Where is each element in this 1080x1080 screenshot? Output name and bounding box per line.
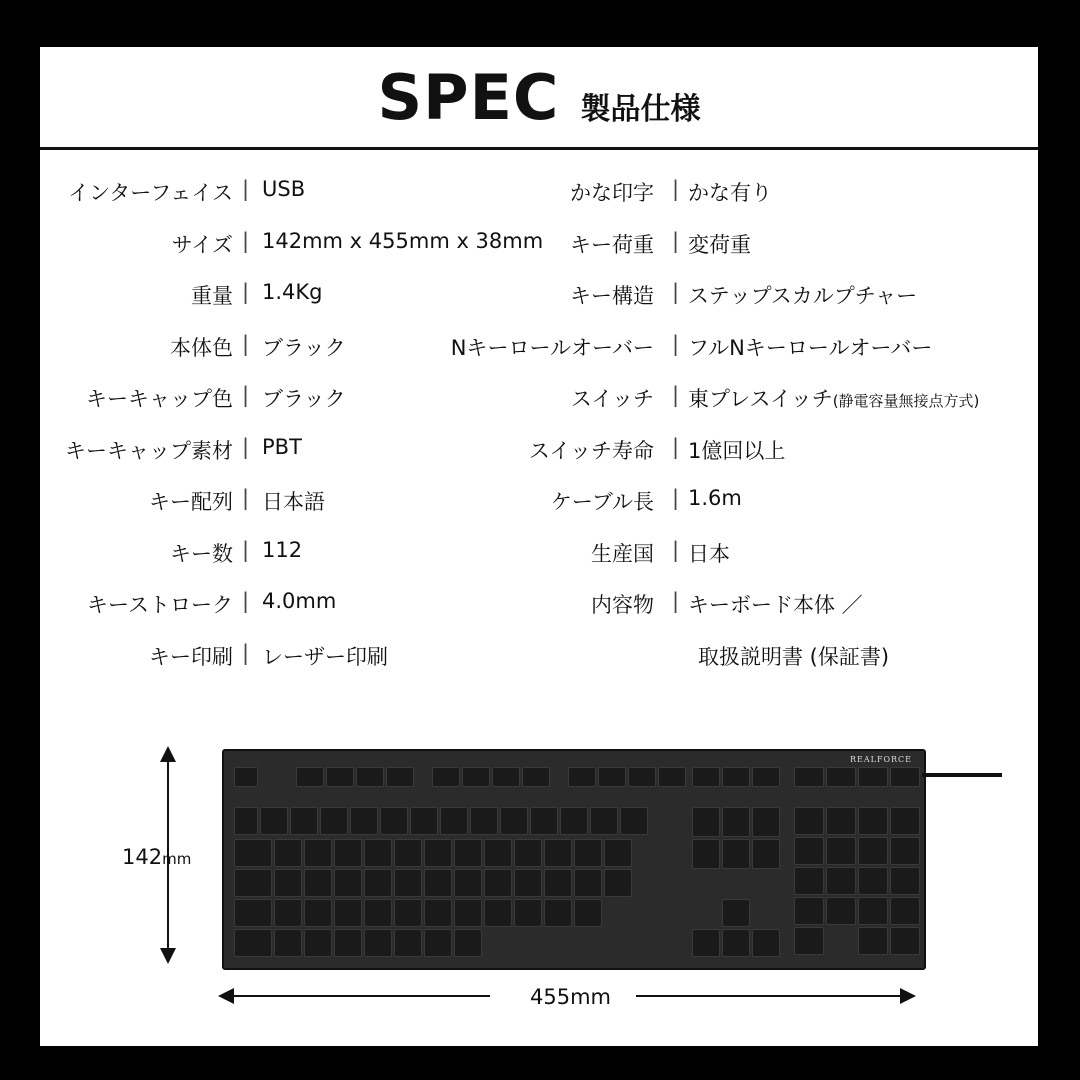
right-spec-label: スイッチ (570, 387, 654, 411)
keycap (234, 899, 272, 927)
keycap (274, 839, 302, 867)
keycap (364, 869, 392, 897)
keycap (462, 767, 490, 787)
left-spec-label: キーキャップ素材 (65, 438, 233, 463)
keycap (858, 867, 888, 895)
spec-separator: | (672, 537, 680, 562)
keycap (560, 807, 588, 835)
spec-separator: | (242, 640, 250, 665)
spec-separator: | (242, 228, 250, 253)
arrow-up-icon (160, 746, 176, 762)
title-divider (40, 147, 1038, 150)
keycap (890, 897, 920, 925)
keycap (304, 839, 332, 867)
right-spec-value (688, 383, 979, 413)
keycap (794, 767, 824, 787)
keycap (752, 767, 780, 787)
left-spec-value: 112 (262, 537, 303, 562)
page-title: SPEC (377, 61, 560, 134)
keycap (424, 839, 452, 867)
right-spec-label: スイッチ寿命 (528, 438, 654, 463)
keycap (234, 869, 272, 897)
keycap (290, 807, 318, 835)
keycap (794, 867, 824, 895)
right-spec-value (688, 280, 917, 310)
keycap (484, 839, 512, 867)
keycap (658, 767, 686, 787)
right-spec-value (688, 486, 742, 510)
spec-value-text: 変荷重 (688, 232, 751, 257)
left-spec-value: レーザー印刷 (262, 644, 388, 669)
keycap (590, 807, 618, 835)
keycap (722, 839, 750, 869)
left-spec-label: インターフェイス (68, 181, 233, 205)
spec-separator: | (672, 177, 680, 201)
right-spec-label: 生産国 (591, 541, 654, 566)
keycap (514, 899, 542, 927)
spec-value-text: ステップスカルプチャー (688, 284, 918, 308)
right-spec-value (688, 538, 730, 568)
keycap (424, 899, 452, 927)
keycap (394, 839, 422, 867)
spec-separator: | (672, 331, 680, 356)
left-spec-label: キーキャップ色 (86, 387, 233, 411)
keycap (304, 929, 332, 957)
left-spec-value: 142mm x 455mm x 38mm (262, 228, 544, 253)
keycap (598, 767, 626, 787)
keycap (234, 929, 272, 957)
keycap (274, 869, 302, 897)
title-row (40, 61, 1038, 141)
keycap (334, 869, 362, 897)
keycap (470, 807, 498, 835)
keycap (380, 807, 408, 835)
spec-separator: | (242, 486, 250, 510)
keycap (514, 869, 542, 897)
spec-value-text: 1億回以上 (688, 438, 786, 463)
spec-separator: | (242, 280, 250, 304)
spec-separator: | (672, 383, 680, 407)
keycap (454, 929, 482, 957)
keycap (826, 897, 856, 925)
keycap (826, 867, 856, 895)
keycap (530, 807, 558, 835)
keycap (858, 807, 888, 835)
keycap (544, 869, 572, 897)
left-spec-value: USB (262, 177, 306, 201)
keycap (492, 767, 520, 787)
right-spec-value (688, 435, 785, 465)
spec-value-text: フルNキーロールオーバー (688, 335, 933, 360)
right-spec-label: キー構造 (570, 284, 654, 308)
keycap (364, 899, 392, 927)
left-spec-label: キー配列 (149, 490, 233, 514)
keycap (826, 767, 856, 787)
keycap (440, 807, 468, 835)
keycap (604, 869, 632, 897)
keycap (620, 807, 648, 835)
keycap (858, 927, 888, 955)
spec-separator: | (242, 383, 250, 407)
spec-separator: | (242, 434, 250, 459)
keycap (692, 767, 720, 787)
spec-separator: | (242, 537, 250, 562)
keycap (320, 807, 348, 835)
keycap (752, 929, 780, 957)
keycap (350, 807, 378, 835)
arrow-left-icon (218, 988, 234, 1004)
width-dimension-label: 455mm (530, 985, 611, 1009)
keycap (722, 807, 750, 837)
keycap (574, 839, 602, 867)
keycap (326, 767, 354, 787)
keycap (574, 899, 602, 927)
right-spec-value (688, 332, 932, 362)
keycap (394, 929, 422, 957)
keycap (604, 839, 632, 867)
right-spec-label: キー荷重 (570, 232, 654, 257)
keycap (274, 929, 302, 957)
keycap (514, 839, 542, 867)
spec-value-text: 1.6m (688, 486, 742, 510)
keycap (722, 929, 750, 957)
keycap (890, 767, 920, 787)
keycap (752, 839, 780, 869)
keycap (394, 899, 422, 927)
keycap (394, 869, 422, 897)
keycap (274, 899, 302, 927)
keycap (260, 807, 288, 835)
right-spec-value (688, 229, 751, 259)
left-spec-label: キーストローク (87, 593, 233, 617)
left-spec-label: 重量 (191, 284, 233, 308)
arrow-down-icon (160, 948, 176, 964)
spec-value-text: 日本 (688, 541, 730, 566)
right-spec-label: かな印字 (570, 181, 654, 205)
spec-separator: | (242, 589, 250, 613)
right-spec-value (688, 177, 772, 207)
keycap (890, 867, 920, 895)
keycap (890, 807, 920, 835)
spec-value-text: キーボード本体 ／ (688, 593, 863, 617)
keycap (364, 929, 392, 957)
keycap (234, 839, 272, 867)
keycap (794, 837, 824, 865)
keycap (304, 869, 332, 897)
keyboard-illustration (222, 749, 922, 969)
width-dimension-line-right (636, 995, 902, 997)
spec-value-note: (静電容量無接点方式) (832, 392, 980, 410)
keycap (432, 767, 460, 787)
keycap (722, 899, 750, 927)
keycap (334, 899, 362, 927)
keycap (890, 837, 920, 865)
keycap (752, 807, 780, 837)
right-spec-label: Nキーロールオーバー (450, 335, 654, 360)
keycap (794, 927, 824, 955)
keycap (364, 839, 392, 867)
keycap (692, 839, 720, 869)
right-spec-label: 内容物 (591, 593, 654, 617)
page-subtitle: 製品仕様 (580, 92, 701, 127)
keycap (386, 767, 414, 787)
keycap (304, 899, 332, 927)
spec-separator: | (672, 228, 680, 253)
keycap (692, 807, 720, 837)
keycap (826, 807, 856, 835)
keycap (544, 839, 572, 867)
keycap (500, 807, 528, 835)
spec-separator: | (672, 434, 680, 459)
height-dimension-label: 142mm (122, 845, 192, 869)
left-spec-label: 本体色 (170, 335, 233, 360)
keycap (410, 807, 438, 835)
keycap (356, 767, 384, 787)
left-spec-value: PBT (262, 434, 302, 459)
keycap (484, 899, 512, 927)
keycap (484, 869, 512, 897)
keycap (454, 869, 482, 897)
keycap (296, 767, 324, 787)
spec-separator: | (672, 280, 680, 304)
keycap (424, 929, 452, 957)
left-spec-value: ブラック (262, 387, 346, 411)
right-spec-label: ケーブル長 (550, 490, 654, 514)
keycap (858, 897, 888, 925)
keycap (234, 807, 258, 835)
keycap (334, 839, 362, 867)
keycap (794, 807, 824, 835)
keycap (544, 899, 572, 927)
brand-logo: REALFORCE (849, 755, 912, 764)
spec-value-text: 東プレスイッチ (688, 387, 833, 411)
keyboard-cable (922, 773, 1002, 777)
arrow-right-icon (900, 988, 916, 1004)
keycap (454, 839, 482, 867)
keyboard-body (222, 749, 926, 970)
keycap (522, 767, 550, 787)
left-spec-value: 1.4Kg (262, 280, 323, 304)
left-spec-label: キー数 (170, 541, 233, 566)
right-spec-value (688, 589, 863, 619)
spec-separator: | (242, 331, 250, 356)
contents-value-line2: 取扱説明書 (保証書) (698, 644, 890, 669)
left-spec-value: 日本語 (262, 490, 325, 514)
keycap (826, 837, 856, 865)
keycap (890, 927, 920, 955)
spec-separator: | (242, 177, 250, 201)
keycap (722, 767, 750, 787)
keycap (628, 767, 656, 787)
left-spec-label: サイズ (171, 232, 233, 257)
keycap (574, 869, 602, 897)
keycap (334, 929, 362, 957)
keycap (858, 837, 888, 865)
keycap (424, 869, 452, 897)
left-spec-value: ブラック (262, 335, 346, 360)
keycap (568, 767, 596, 787)
spec-separator: | (672, 486, 680, 510)
left-spec-value: 4.0mm (262, 589, 337, 613)
spec-separator: | (672, 589, 680, 613)
keycap (692, 929, 720, 957)
keycap (794, 897, 824, 925)
keycap (454, 899, 482, 927)
keycap (234, 767, 258, 787)
width-dimension-line-left (232, 995, 490, 997)
spec-value-text: かな有り (688, 181, 772, 205)
keycap (858, 767, 888, 787)
left-spec-label: キー印刷 (149, 644, 233, 669)
